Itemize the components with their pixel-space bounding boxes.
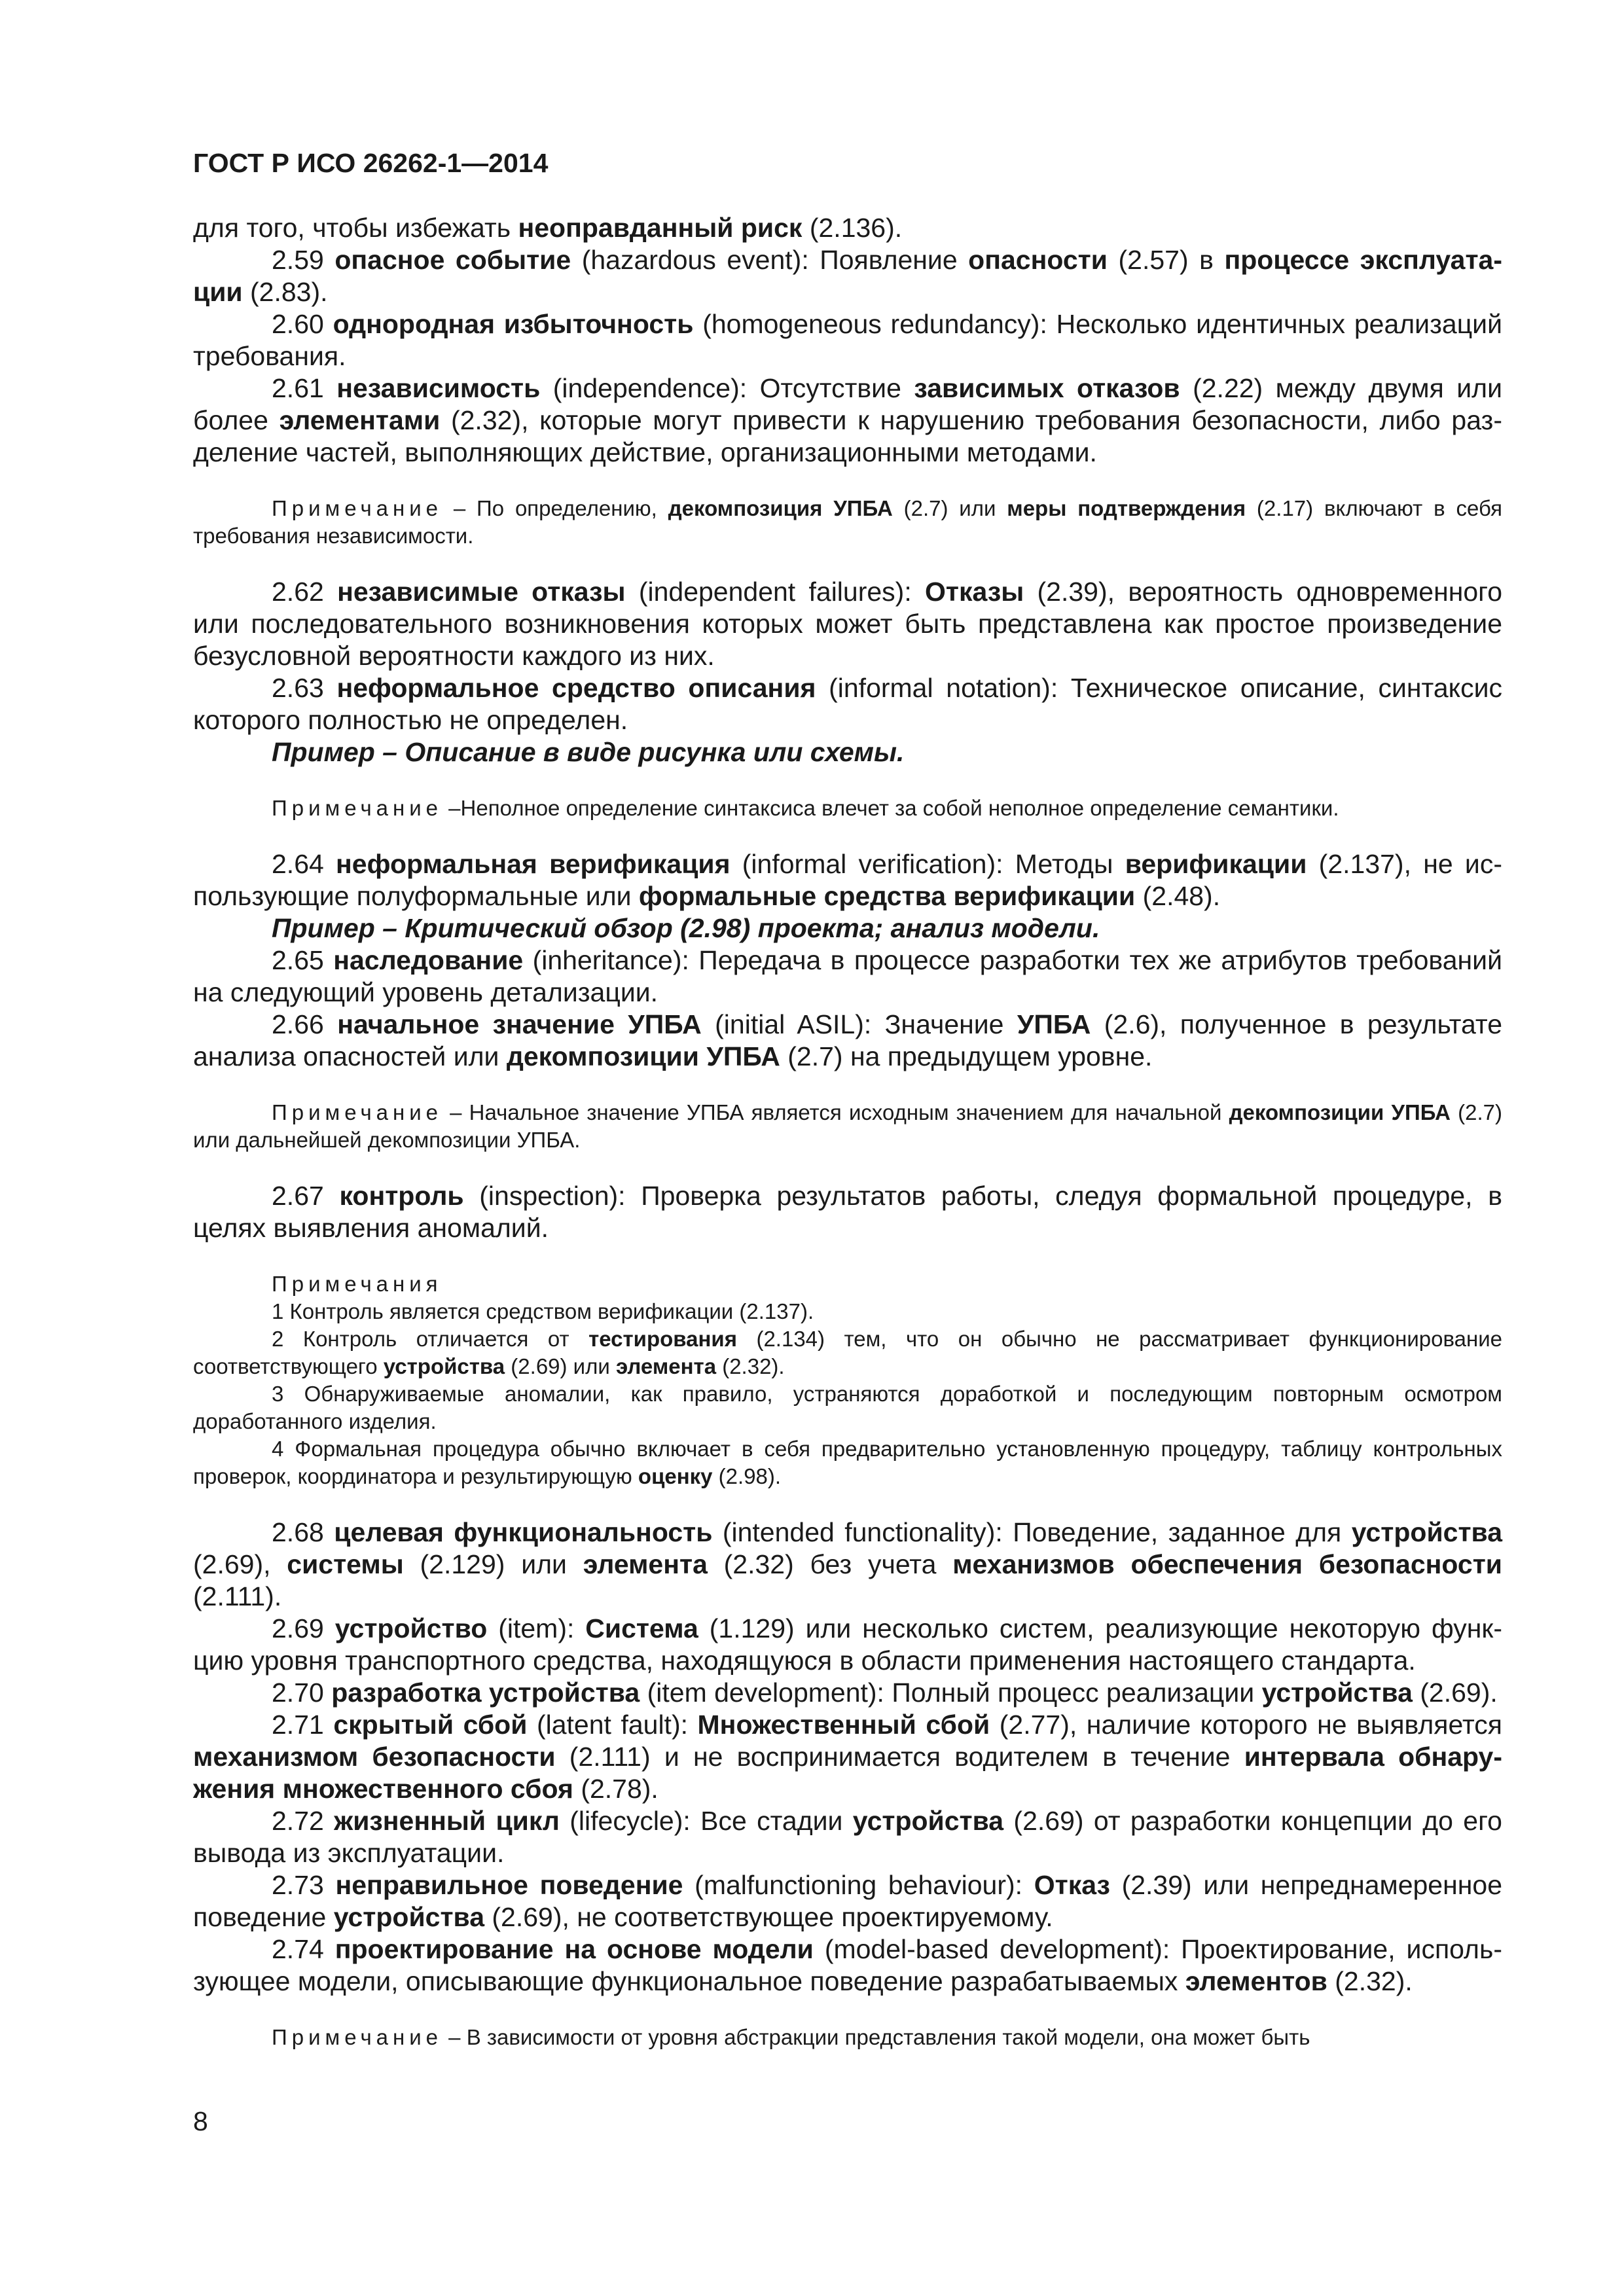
bold-term: неформальное средство описания — [336, 673, 816, 704]
text-run: (malfunctioning behaviour): — [683, 1870, 1034, 1901]
text-run: (2.129) или — [403, 1549, 583, 1580]
text-run: 2.73 — [272, 1870, 336, 1901]
text-run: (model-based development): Проектирование, использующее модели, описывающие функциональное поведение разрабатываемых — [193, 1934, 1502, 1997]
text-run: (2.39), вероятность одновременного или последовательного возникновения которых может быть представлена как простое произведение безусловной вероятности каждого из них. — [193, 577, 1503, 672]
bold-term: интервала обнаружения множественного сбоя — [193, 1742, 1502, 1804]
bold-term: опасности — [968, 245, 1108, 276]
text-run: (2.69) от разработки концепции до его вывода из эксплуатации. — [193, 1806, 1502, 1869]
text-run: (2.77), наличие которого не выявляется — [990, 1710, 1502, 1740]
bold-term: зависимых отказов — [914, 373, 1180, 404]
document-body — [193, 212, 1502, 2051]
bold-term: формальные средства верификации — [638, 881, 1136, 912]
definition-paragraph — [193, 576, 1502, 672]
text-run: Примечание — [272, 1100, 443, 1125]
text-run: 2.74 — [272, 1934, 335, 1965]
definition-paragraph — [193, 1869, 1502, 1933]
definition-paragraph — [193, 1933, 1502, 1998]
text-run: (2.136). — [802, 213, 903, 243]
text-run: –Неполное определение синтаксиса влечет за собой неполное определение семантики. — [442, 796, 1339, 821]
bold-term: начальное значение УПБА — [337, 1009, 702, 1040]
text-run: (2.48). — [1135, 881, 1221, 912]
text-run: 2.62 — [272, 577, 338, 607]
bold-term: механизмом безопасности — [193, 1742, 556, 1772]
definition-paragraph — [193, 1180, 1502, 1244]
text-run: Пример – Описание в виде рисунка или схемы. — [272, 737, 905, 768]
bold-term: контроль — [339, 1181, 464, 1211]
note-paragraph — [193, 2024, 1502, 2051]
bold-term: УПБА — [1017, 1009, 1091, 1040]
bold-term: независимость — [336, 373, 541, 404]
text-run: (item): — [487, 1613, 586, 1644]
bold-term: неоправданный риск — [518, 213, 803, 243]
text-run: – Начальное значение УПБА является исходным значением для начальной — [442, 1100, 1229, 1125]
text-run: Пример – Критический обзор (2.98) проекта; анализ модели. — [272, 913, 1100, 944]
text-run: 2.68 — [272, 1517, 334, 1548]
text-run: (2.7) на предыдущем уровне. — [780, 1041, 1153, 1072]
note-paragraph — [193, 795, 1502, 822]
text-run: (2.111) и не воспринимается водителем в течение — [555, 1742, 1244, 1772]
text-run: 2.61 — [272, 373, 337, 404]
text-run: 2.70 — [272, 1677, 332, 1708]
text-run: (2.83). — [242, 277, 328, 308]
text-run: для того, чтобы избежать — [193, 213, 518, 243]
note-item — [193, 1380, 1502, 1435]
bold-term: Система — [585, 1613, 698, 1644]
bold-term: устройства — [333, 1902, 485, 1933]
bold-term: устройства — [383, 1354, 505, 1379]
bold-term: неформальная верификация — [336, 849, 731, 880]
definition-paragraph — [193, 1805, 1502, 1869]
text-run: (2.39) или непреднамеренное поведение — [193, 1870, 1502, 1933]
definition-paragraph — [193, 372, 1502, 469]
text-run: (2.22) между двумя или более — [193, 373, 1502, 436]
bold-term: жизненный цикл — [334, 1806, 560, 1837]
bold-term: меры подтверждения — [1007, 496, 1246, 521]
bold-term: элемента — [615, 1354, 717, 1379]
text-run: (initial ASIL): Значение — [701, 1009, 1017, 1040]
bold-term: процессе эксплуатации — [193, 245, 1503, 308]
definition-paragraph — [193, 944, 1502, 1009]
text-run: (2.69), не соответствующее проектируемому. — [484, 1902, 1053, 1933]
text-run: (2.7) или дальнейшей декомпозиции УПБА. — [193, 1100, 1503, 1153]
definition-paragraph — [193, 1709, 1502, 1805]
text-run: (2.32) без учета — [707, 1549, 953, 1580]
text-run: (2.57) в — [1107, 245, 1225, 276]
text-run: 3 Обнаруживаемые аномалии, как правило, устраняются доработкой и последующим повторным осмотром доработанного изделия. — [193, 1382, 1502, 1434]
text-run: Примечание — [272, 496, 443, 521]
note-item — [193, 1325, 1502, 1380]
document-page — [193, 147, 1502, 2051]
definition-paragraph — [193, 212, 1502, 244]
text-run: (2.78). — [573, 1774, 659, 1804]
definition-paragraph — [193, 308, 1502, 372]
text-run: 2.60 — [272, 309, 333, 340]
text-run: (inheritance): Передача в процессе разработки тех же атрибутов требований на следующий уровень детализации. — [193, 945, 1502, 1008]
bold-term: устройство — [334, 1613, 488, 1644]
text-run: (2.98). — [712, 1464, 782, 1489]
text-run: (informal notation): Техническое описание, синтаксис которого полностью не определен. — [193, 673, 1502, 736]
text-run: (2.6), полученное в результате анализа опасностей или — [193, 1009, 1502, 1072]
text-run: (latent fault): — [527, 1710, 698, 1740]
text-run: (2.69) или — [505, 1354, 616, 1379]
text-run: 2.71 — [272, 1710, 334, 1740]
bold-term: неправильное поведение — [335, 1870, 683, 1901]
text-run: (2.32), которые могут привести к нарушению требования безопасности, либо разделение частей, выполняющих действие, организационными методами. — [193, 405, 1502, 468]
definition-paragraph — [193, 1677, 1502, 1709]
bold-term: механизмов обеспечения безопасности — [952, 1549, 1503, 1580]
text-run: (2.134) тем, что он обычно не рассматривает функционирование соответствующего — [193, 1327, 1502, 1379]
text-run: (informal verification): Методы — [730, 849, 1125, 880]
bold-term: Множественный сбой — [697, 1710, 990, 1740]
bold-term: оценку — [638, 1464, 713, 1489]
bold-term: декомпозиции УПБА — [506, 1041, 780, 1072]
note-paragraph — [193, 495, 1502, 550]
note-item — [193, 1298, 1502, 1325]
definition-paragraph — [193, 1516, 1502, 1613]
text-run: (independent failures): — [625, 577, 926, 607]
text-run: 2.72 — [272, 1806, 334, 1837]
text-run: 4 Формальная процедура обычно включает в себя предварительно установленную процедуру, таблицу контрольных проверок, координатора и результирующую — [193, 1437, 1502, 1489]
text-run: (intended functionality): Поведение, заданное для — [712, 1517, 1352, 1548]
text-run: 1 Контроль является средством верификации (2.137). — [272, 1299, 814, 1324]
text-run: (lifecycle): Все стадии — [559, 1806, 853, 1837]
text-run: (item development): Полный процесс реализации — [640, 1677, 1262, 1708]
bold-term: скрытый сбой — [333, 1710, 528, 1740]
document-header: ГОСТ Р ИСО 26262-1—2014 — [193, 148, 549, 178]
bold-term: тестирования — [588, 1327, 737, 1352]
definition-paragraph — [193, 672, 1502, 736]
text-run: Примечания — [272, 1272, 442, 1297]
bold-term: разработка устройства — [331, 1677, 640, 1708]
text-run: Примечание — [272, 2025, 443, 2050]
text-run: 2.63 — [272, 673, 337, 704]
bold-term: элемента — [583, 1549, 708, 1580]
text-run: 2 Контроль отличается от — [272, 1327, 589, 1352]
text-run: (inspection): Проверка результатов работы, следуя формальной процедуре, в целях выявления аномалий. — [193, 1181, 1502, 1244]
bold-term: целевая функциональность — [334, 1517, 713, 1548]
bold-term: однородная избыточность — [333, 309, 694, 340]
example-paragraph — [193, 736, 1502, 768]
bold-term: декомпозиции УПБА — [1229, 1100, 1451, 1125]
text-run: – По определению, — [442, 496, 668, 521]
text-run: (1.129) или несколько систем, реализующие некоторую функцию уровня транспортного средства, находящуюся в области применения настоящего стандарта. — [193, 1613, 1502, 1676]
bold-term: устройства — [852, 1806, 1004, 1837]
text-run: 2.66 — [272, 1009, 338, 1040]
text-run: 2.59 — [272, 245, 335, 276]
text-run: Примечание — [272, 796, 443, 821]
example-paragraph — [193, 912, 1502, 944]
bold-term: проектирование на основе модели — [334, 1934, 814, 1965]
definition-paragraph — [193, 1613, 1502, 1677]
bold-term: независимые отказы — [337, 577, 626, 607]
notes-heading — [193, 1270, 1502, 1298]
text-run: (2.69), — [193, 1549, 287, 1580]
bold-term: Отказ — [1034, 1870, 1110, 1901]
bold-term: декомпозиция УПБА — [668, 496, 893, 521]
bold-term: устройства — [1261, 1677, 1413, 1708]
note-item — [193, 1435, 1502, 1490]
text-run: (2.32). — [1327, 1966, 1413, 1997]
bold-term: системы — [287, 1549, 404, 1580]
text-run: (independence): Отсутствие — [540, 373, 914, 404]
definition-paragraph — [193, 1009, 1502, 1073]
bold-term: устройства — [1351, 1517, 1502, 1548]
bold-term: элементами — [279, 405, 441, 436]
text-run: 2.67 — [272, 1181, 340, 1211]
text-run: 2.64 — [272, 849, 336, 880]
page-number: 8 — [193, 2106, 208, 2136]
text-run: (hazardous event): Появление — [571, 245, 969, 276]
definition-paragraph — [193, 244, 1502, 308]
text-run: 2.65 — [272, 945, 334, 976]
text-run: (2.137), не использующие полуформальные или — [193, 849, 1502, 912]
bold-term: наследование — [333, 945, 524, 976]
text-run: (2.7) или — [892, 496, 1007, 521]
text-run: – В зависимости от уровня абстракции представления такой модели, она может быть — [442, 2025, 1310, 2050]
note-paragraph — [193, 1099, 1502, 1154]
bold-term: верификации — [1125, 849, 1307, 880]
bold-term: опасное событие — [334, 245, 571, 276]
bold-term: элементов — [1185, 1966, 1327, 1997]
text-run: 2.69 — [272, 1613, 335, 1644]
text-run: (2.17) включают в себя требования независимости. — [193, 496, 1503, 548]
text-run: (homogeneous redundancy): Несколько идентичных реализаций требования. — [193, 309, 1502, 372]
bold-term: Отказы — [925, 577, 1024, 607]
text-run: (2.111). — [193, 1581, 282, 1612]
definition-paragraph — [193, 848, 1502, 912]
text-run: (2.69). — [1412, 1677, 1498, 1708]
text-run: (2.32). — [716, 1354, 785, 1379]
